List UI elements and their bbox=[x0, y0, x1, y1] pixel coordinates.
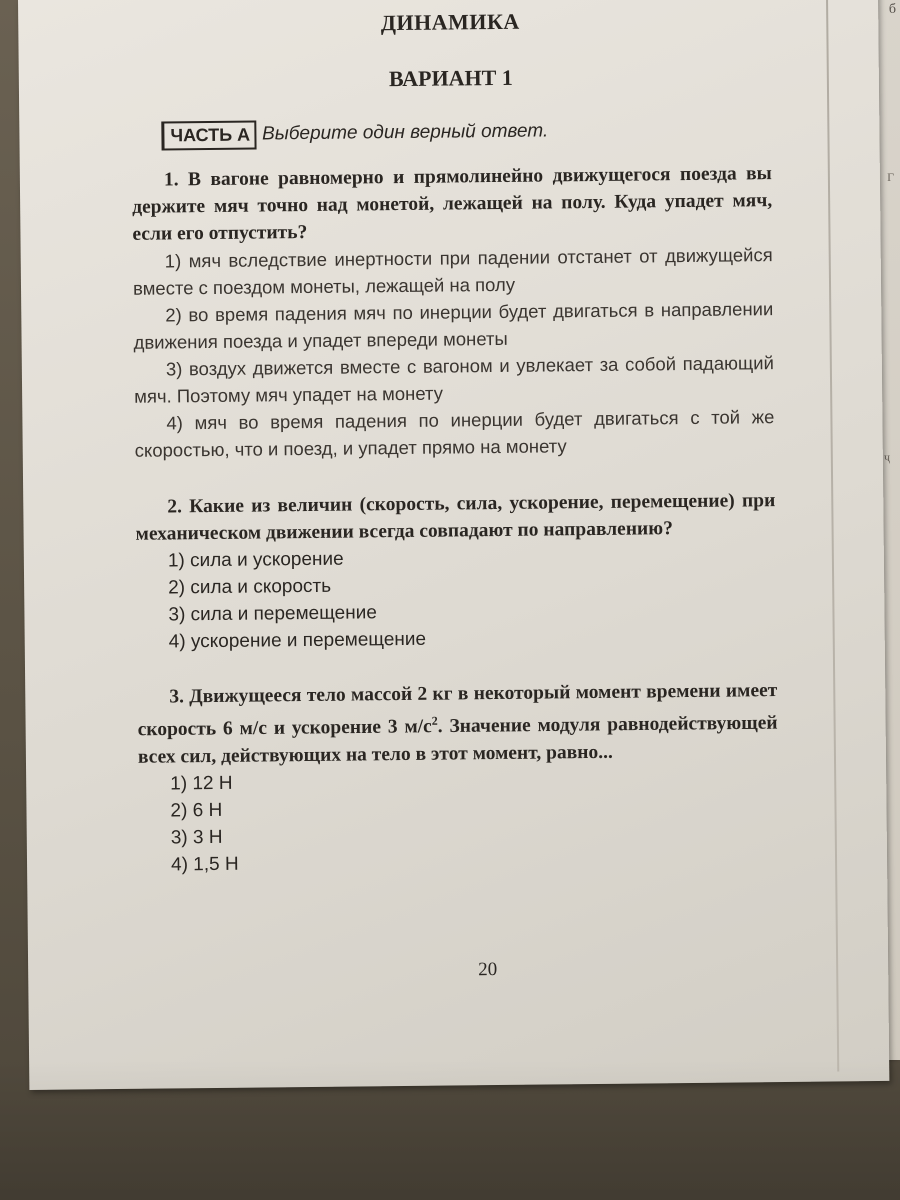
question-3-option-3: 3) 3 Н bbox=[170, 826, 223, 848]
question-1-option-2: 2) во время падения мяч по инерции будет двигаться в направлении движения поезда и упадет впереди монеты bbox=[133, 298, 774, 353]
question-3-option-4: 4) 1,5 Н bbox=[170, 853, 239, 875]
back-sheet-edge-text: б bbox=[888, 2, 896, 17]
question-1-option-1: 1) мяч вследствие инертности при падении отстанет от движущейся вместе с поездом монеты, лежащей на полу bbox=[132, 244, 773, 299]
page-fold-line bbox=[826, 0, 839, 1071]
back-sheet-mark-2: ҷ bbox=[883, 450, 890, 464]
question-1-text: 1. В вагоне равномерно и прямолинейно движущегося поезда вы держите мяч точно над монетой, лежащей на полу. Куда упадет мяч, если его отпустить? bbox=[132, 163, 773, 245]
question-3-option-1: 1) 12 Н bbox=[170, 772, 233, 794]
page-content bbox=[130, 6, 779, 878]
question-2-option-3: 3) сила и перемещение bbox=[168, 602, 377, 626]
question-1-option-4: 4) мяч во время падения по инерции будет двигаться с той же скоростью, что и поезд, и упадет прямо на монету bbox=[134, 406, 775, 461]
question-3-superscript: 2 bbox=[431, 713, 438, 728]
question-3-option-2: 2) 6 Н bbox=[170, 799, 223, 821]
question-3-text-main: 3. Движущееся тело массой 2 кг в некоторый момент времени имеет скорость 6 м/с и ускорение 3 м/с bbox=[137, 680, 778, 741]
question-1 bbox=[132, 160, 775, 464]
question-3-text-rest: . Значение модуля равнодействующей всех сил, действующих на тело в этот момент, равно... bbox=[137, 712, 778, 768]
question-2-option-4: 4) ускорение и перемещение bbox=[168, 628, 427, 653]
part-instruction: Выберите один верный ответ. bbox=[261, 120, 549, 145]
page-number: 20 bbox=[478, 959, 498, 981]
back-sheet-mark: Г bbox=[887, 170, 894, 184]
document-page bbox=[18, 0, 889, 1090]
question-3 bbox=[137, 677, 779, 878]
variant-heading: ВАРИАНТ 1 bbox=[388, 64, 513, 92]
question-2 bbox=[135, 487, 777, 656]
part-label: ЧАСТЬ А bbox=[161, 120, 256, 150]
question-2-option-1: 1) сила и ускорение bbox=[167, 548, 344, 572]
question-2-text: 2. Какие из величин (скорость, сила, ускорение, перемещение) при механическом движении всегда совпадают по направлению? bbox=[135, 490, 776, 545]
page-title: ДИНАМИКА bbox=[380, 8, 520, 36]
question-1-option-3: 3) воздух движется вместе с вагоном и увлекает за собой падающий мяч. Поэтому мяч упадет на монету bbox=[134, 352, 774, 407]
question-2-option-2: 2) сила и скорость bbox=[168, 575, 332, 599]
bottom-shadow bbox=[0, 1060, 900, 1200]
question-3-text bbox=[137, 677, 778, 770]
part-header bbox=[131, 112, 771, 153]
